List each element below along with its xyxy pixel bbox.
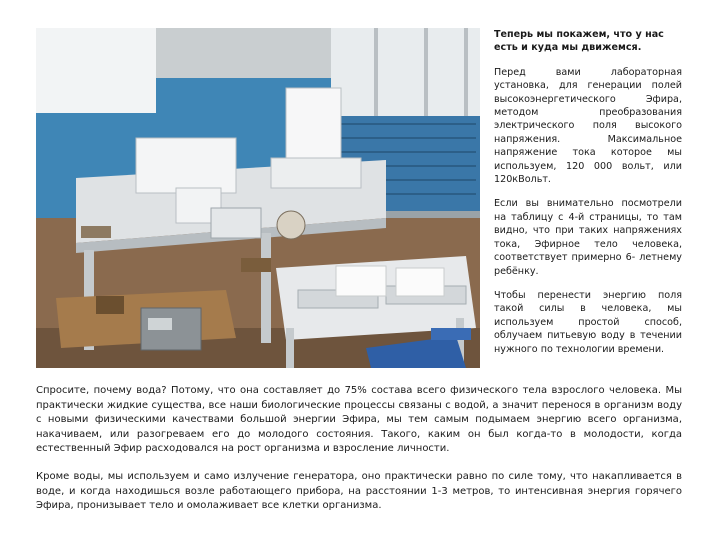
lab-photo-illustration bbox=[36, 28, 480, 368]
side-paragraph-1: Перед вами лабораторная установка, для генерации полей высокоэнергетического Эфира, методом преобразования электрического поля высокого напряжения. Максимальное напряжение тока которое мы используем, 120 000 вольт, или 120кВольт. bbox=[494, 66, 682, 186]
body-paragraph-2: Кроме воды, мы используем и само излучение генератора, оно практически равно по силе тому, что накапливается в воде, и когда находишься возле работающего прибора, на расстоянии 1-3 метров, то интенсивная энергия горячего Эфира, пронизывает тело и омолаживает все клетки организма. bbox=[36, 470, 682, 512]
side-column bbox=[494, 28, 682, 367]
side-paragraph-3: Чтобы перенести энергию поля такой силы в человека, мы используем простой способ, облучаем питьевую воду в течении нужного по технологии времени. bbox=[494, 289, 682, 355]
lab-photo bbox=[36, 28, 480, 368]
body-paragraph-1: Спросите, почему вода? Потому, что она составляет до 75% состава всего физического тела взрослого человека. Мы практически жидкие существа, все наши биологические процессы связаны с водой, а значит перенося в организм воду с новыми физическими качествами большой энергии Эфира, мы тем самым подымаем энергию всего организма, накачиваем, или разогреваем его до молодого состояния. Такого, каким он был когда-то в молодости, когда естественный Эфир расходовался на рост организма и взросление личности. bbox=[36, 385, 682, 455]
bottom-text bbox=[36, 384, 682, 527]
side-paragraph-2: Если вы внимательно посмотрели на таблицу с 4-й страницы, то там видно, что при таких напряжениях тока, Эфирное тело человека, соответствует примерно 6- летнему ребёнку. bbox=[494, 198, 682, 277]
side-heading: Теперь мы покажем, что у нас есть и куда мы движемся. bbox=[494, 29, 664, 54]
